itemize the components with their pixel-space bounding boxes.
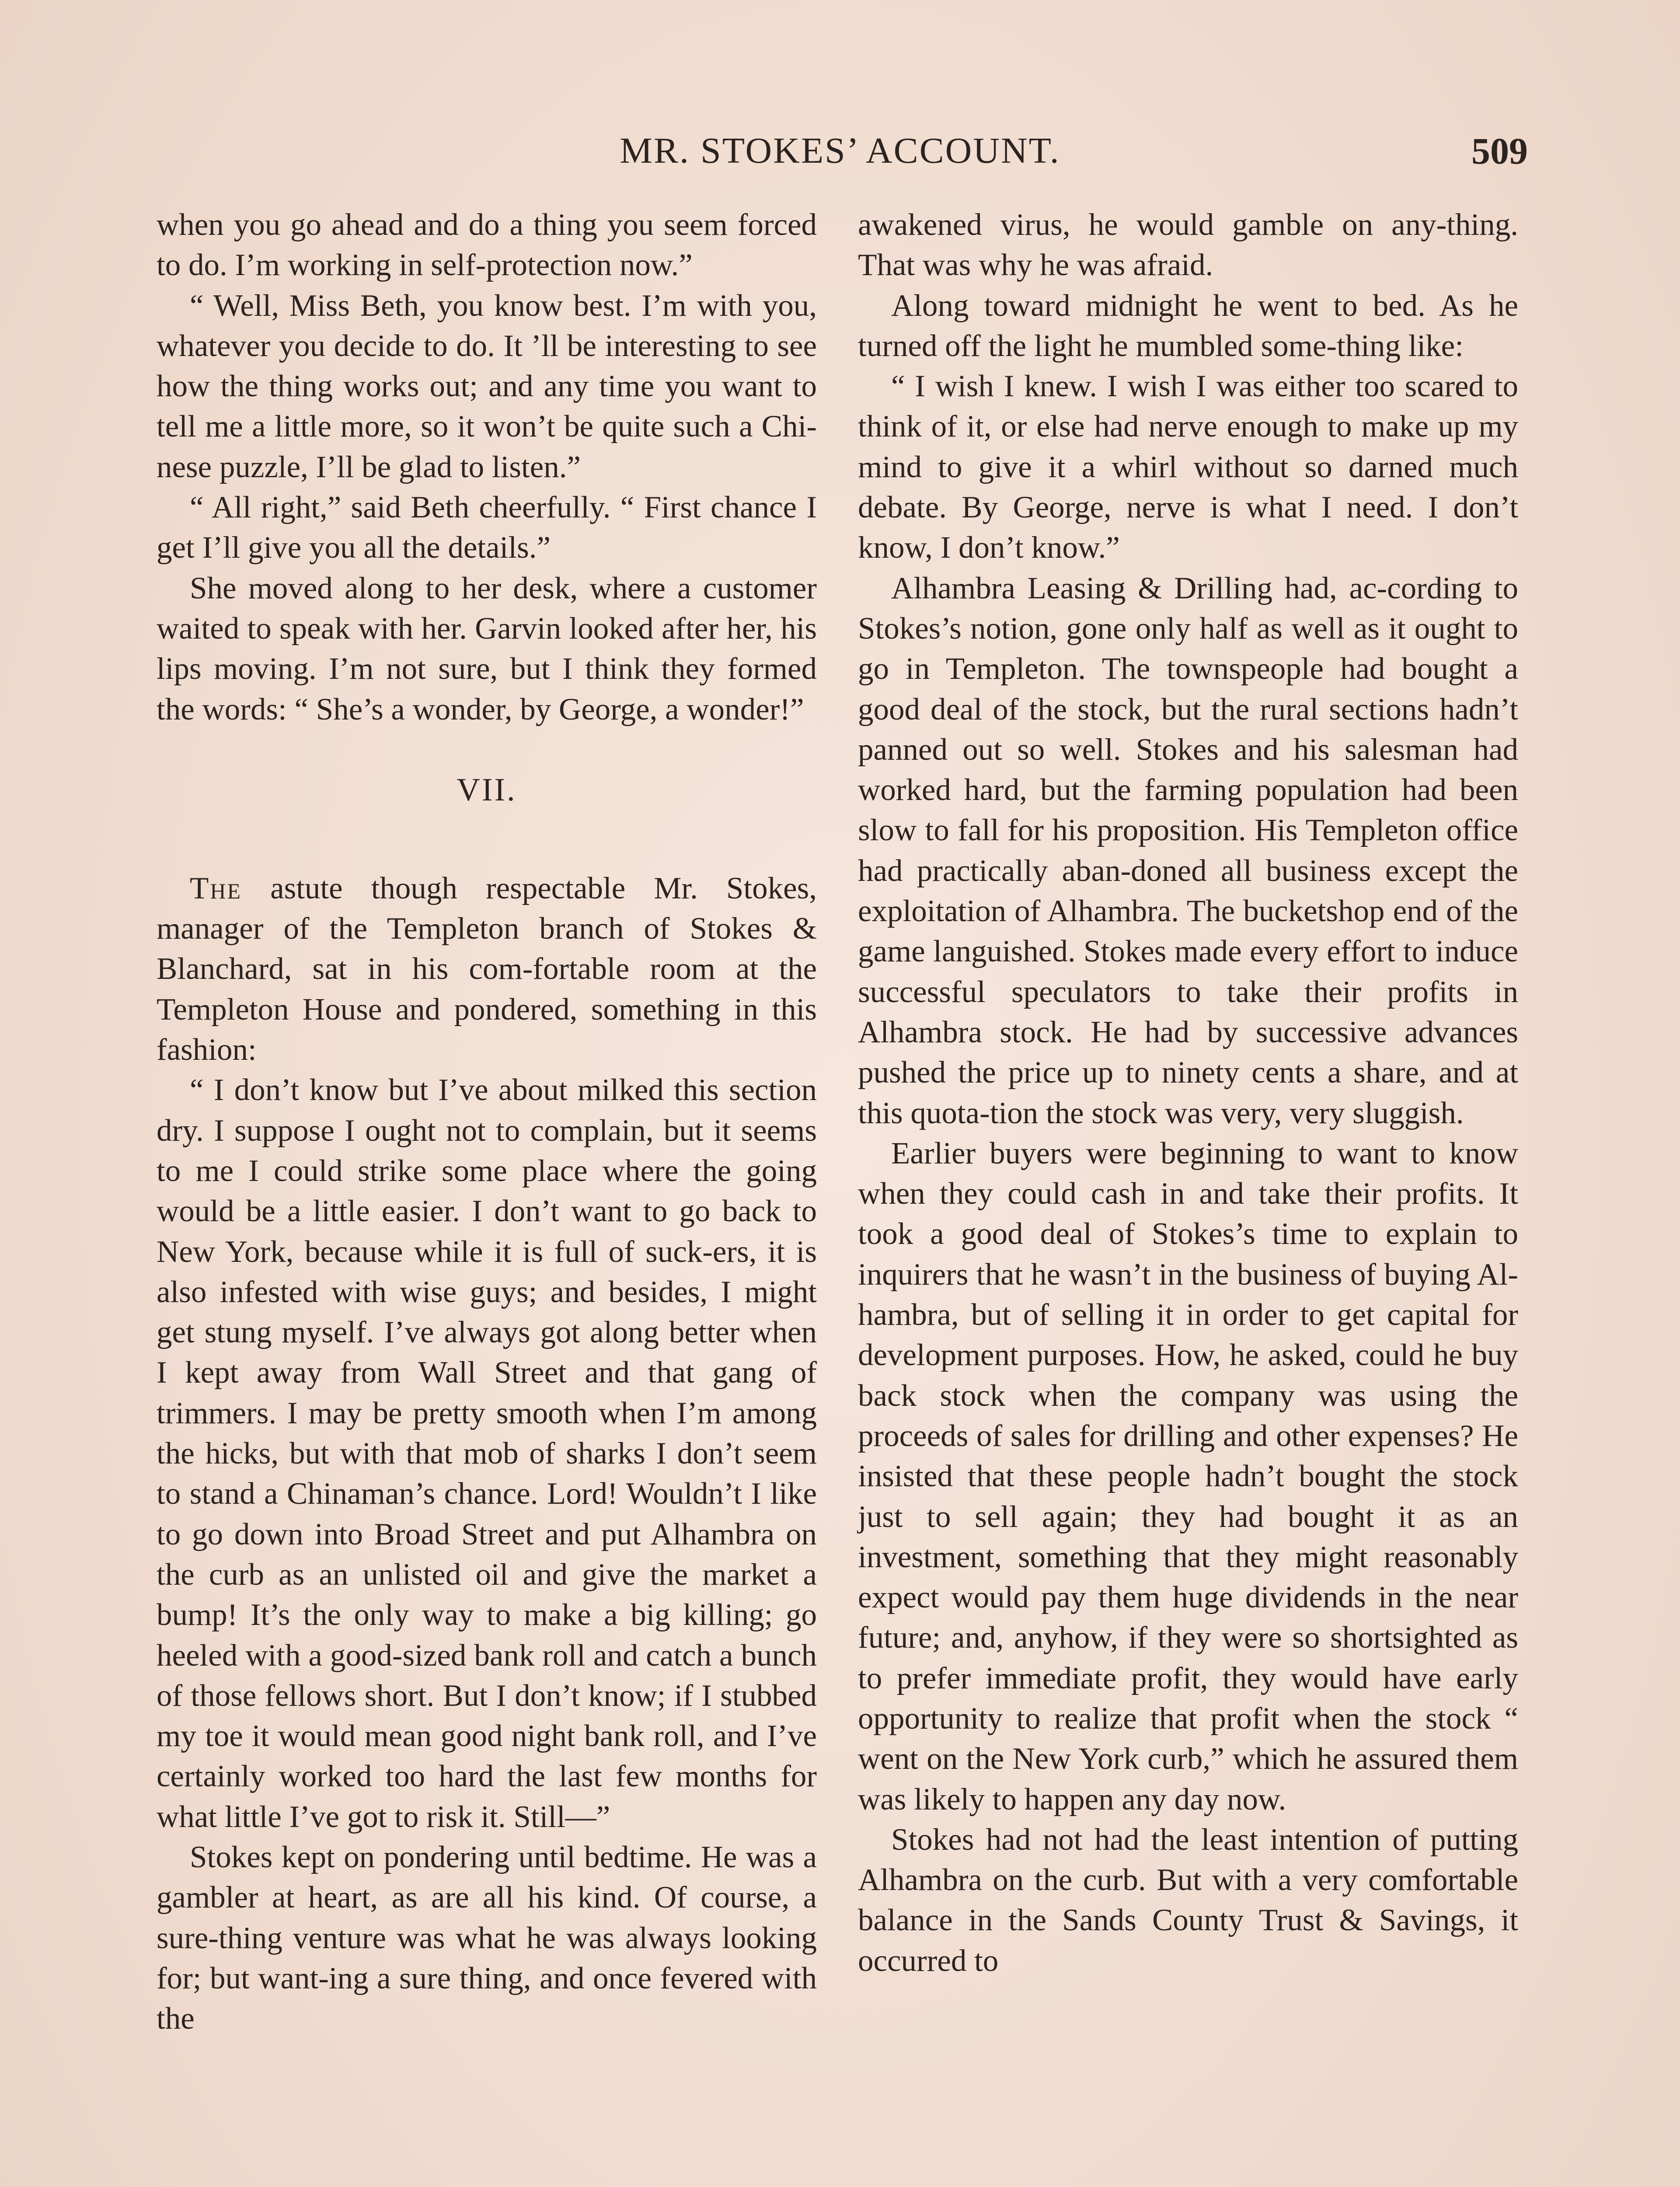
paragraph: Along toward midnight he went to bed. As he turned off the light he mumbled some-thing like: (858, 288, 1518, 363)
paragraph: She moved along to her desk, where a customer waited to speak with her. Garvin looked after her, his lips moving. I’m not sure, but I think they formed the words: “ She’s a wonder, by George, a wonder!” (157, 571, 817, 727)
section-heading: VII. (457, 772, 517, 808)
paragraph: when you go ahead and do a thing you seem forced to do. I’m working in self-protection now.” (157, 208, 817, 283)
right-column (858, 205, 1518, 1981)
paragraph: Stokes had not had the least intention of putting Alhambra on the curb. But with a very comfortable balance in the Sands County Trust & Savings, it occurred to (858, 1822, 1518, 1978)
left-column (157, 205, 817, 2039)
paragraph (157, 868, 817, 1070)
paragraph: “ Well, Miss Beth, you know best. I’m with you, whatever you decide to do. It ’ll be interesting to see how the thing works out; and any time you want to tell me a little more, so it won’t be quite such a Chi-nese puzzle, I’ll be glad to listen.” (157, 288, 817, 484)
paragraph: Stokes kept on pondering until bedtime. He was a gambler at heart, as are all his kind. Of course, a sure-thing venture was what he was always looking for; but want-ing a sure thing, and once fevered with the (157, 1840, 817, 2036)
paragraph: awakened virus, he would gamble on any-thing. That was why he was afraid. (858, 208, 1518, 283)
running-title: MR. STOKES’ ACCOUNT. (620, 130, 1060, 171)
running-head (0, 127, 1680, 175)
paragraph: “ I don’t know but I’ve about milked this section dry. I suppose I ought not to complain, but it seems to me I could strike some place where the going would be a little easier. I don’t want to go back to New York, because while it is full of suck-ers, it is also infested with wise guys; and besides, I might get stung myself. I’ve always got along better when I kept away from Wall Street and that gang of trimmers. I may be pretty smooth when I’m among the hicks, but with that mob of sharks I don’t seem to stand a Chinaman’s chance. Lord! Wouldn’t I like to go down into Broad Street and put Alhambra on the curb as an unlisted oil and give the market a bump! It’s the only way to make a big killing; go heeled with a good-sized bank roll and catch a bunch of those fellows short. But I don’t know; if I stubbed my toe it would mean good night bank roll, and I’ve certainly worked too hard the last few months for what little I’ve got to risk it. Still—” (157, 1073, 817, 1834)
paragraph: “ I wish I knew. I wish I was either too scared to think of it, or else had nerve enough to make up my mind to give it a whirl without so darned much debate. By George, nerve is what I need. I don’t know, I don’t know.” (858, 369, 1518, 565)
paragraph: Earlier buyers were beginning to want to know when they could cash in and take their profits. It took a good deal of Stokes’s time to explain to inquirers that he wasn’t in the business of buying Al-hambra, but of selling it in order to get capital for development purposes. How, he asked, could he buy back stock when the company was using the proceeds of sales for drilling and other expenses? He insisted that these people hadn’t bought the stock just to sell again; they had bought it as an investment, something that they might reasonably expect would pay them huge dividends in the near future; and, anyhow, if they were so shortsighted as to prefer immediate profit, they would have early opportunity to realize that profit when the stock “ went on the New York curb,” which he assured them was likely to happen any day now. (858, 1136, 1518, 1817)
paragraph: “ All right,” said Beth cheerfully. “ First chance I get I’ll give you all the details.” (157, 490, 817, 565)
page-number: 509 (1471, 130, 1528, 172)
paragraph-text: astute though respectable Mr. Stokes, manager of the Templeton branch of Stokes & Blanchard, sat in his com-fortable room at the Templeton House and pondered, something in this fashion: (157, 871, 817, 1067)
small-caps-lead: The (190, 871, 242, 905)
paragraph: Alhambra Leasing & Drilling had, ac-cording to Stokes’s notion, gone only half as well as it ought to go in Templeton. The townspeople had bought a good deal of the stock, but the rural sections hadn’t panned out so well. Stokes and his salesman had worked hard, but the farming population had been slow to fall for his proposition. His Templeton office had practically aban-doned all business except the exploitation of Alhambra. The bucketshop end of the game languished. Stokes made every effort to induce successful speculators to take their profits in Alhambra stock. He had by successive advances pushed the price up to ninety cents a share, and at this quota-tion the stock was very, very sluggish. (858, 571, 1518, 1130)
